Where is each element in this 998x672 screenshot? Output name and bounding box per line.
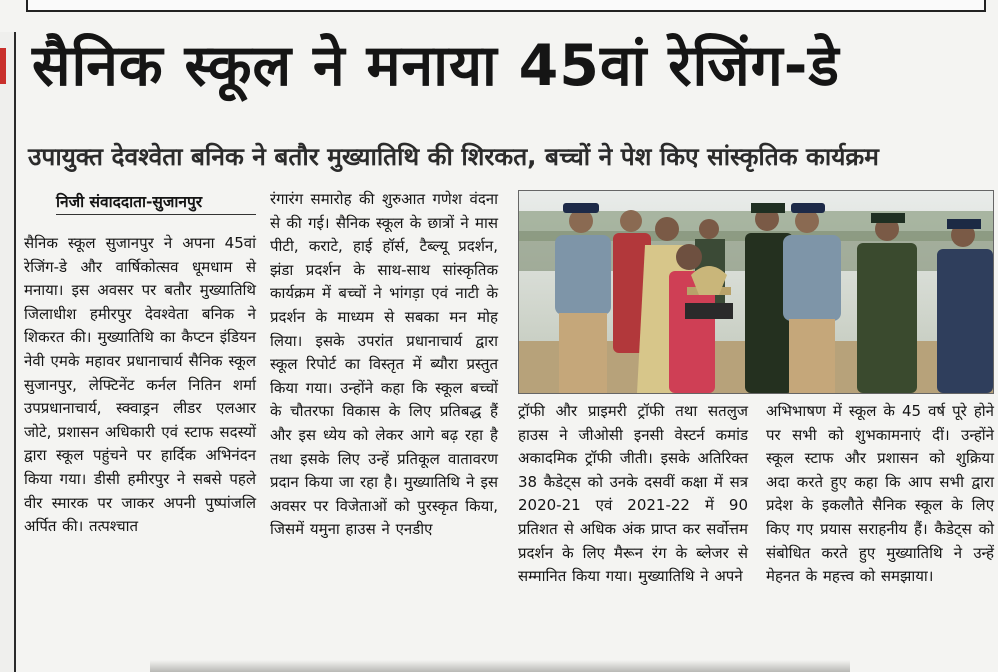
left-column-divider [0, 32, 16, 672]
article-column-4: अभिभाषण में स्कूल के 45 वर्ष पूरे होने पर सभी को शुभकामनाएं दीं। उन्होंने स्कूल स्टाफ और प्रशासन को शुक्रिया अदा करते हुए कहा कि आप सभी द्वारा प्रदेश के इकलौते सैनिक स्कूल के लिए किए गए प्रयास सराहनीय हैं। कैडेट्स को संबोधित करते हुए मुख्यातिथि ने उन्हें मेहनत के महत्त्व को समझाया। [766, 402, 994, 586]
news-photo [518, 190, 994, 394]
article-column-3: ट्रॉफी और प्राइमरी ट्रॉफी तथा सतलुज हाउस ने जीओसी इनसी वेस्टर्न कमांड अकादमिक ट्रॉफी जीती। इसके अतिरिक्त 38 कैडेट्स को उनके दसवीं कक्षा में सत्र 2020-21 एवं 2021-22 में 90 प्रतिशत से अधिक अंक प्राप्त कर सर्वोत्तम प्रदर्शन के लिए मैरून रंग के ब्लेजर से सम्मानित किया गया। मुख्यातिथि ने अपने [518, 402, 748, 586]
subheadline: उपायुक्त देवश्वेता बनिक ने बतौर मुख्यातिथि की शिरकत, बच्चों ने पेश किए सांस्कृतिक कार्यक्रम [28, 142, 879, 171]
next-article-edge [150, 660, 850, 672]
top-divider [26, 0, 986, 12]
byline: निजी संवाददाता-सुजानपुर [56, 190, 256, 215]
article-column-1: सैनिक स्कूल सुजानपुर ने अपना 45वां रेजिंग-डे और वार्षिकोत्सव धूमधाम से मनाया। इस अवसर पर बतौर मुख्यातिथि जिलाधीश हमीरपुर देवश्वेता बनिक ने शिकरत की। मुख्यातिथि का कैप्टन इंडियन नेवी एमके महावर प्रधानाचार्य सैनिक स्कूल सुजानपुर, लेफ्टिनेंट कर्नल नितिन शर्मा उपप्रधानाचार्य, स्क्वाड्रन लीडर एलआर जोटे, प्रशासन अधिकारी एवं स्टाफ सदस्यों द्वारा स्कूल पहुंचने पर हार्दिक अभिनंदन किया गया। डीसी हमीरपुर ने सबसे पहले वीर स्मारक पर जाकर अपनी पुष्पांजलि अर्पित की। तत्पश्चात [24, 234, 256, 536]
headline: सैनिक स्कूल ने मनाया 45वां रेजिंग-डे [32, 33, 840, 99]
photo-trophy-presentation [519, 191, 993, 393]
article-column-2: रंगारंग समारोह की शुरुआत गणेश वंदना से की गई। सैनिक स्कूल के छात्रों ने मास पीटी, कराटे, हाई हॉर्स, टैब्ल्यू प्रदर्शन, झंडा प्रदर्शन के साथ-साथ सांस्कृतिक कार्यक्रम में बच्चों ने भांगड़ा एवं नाटी के प्रदर्शन के माध्यम से सबका मन मोह लिया। इसके उपरांत प्रधानाचार्य द्वारा स्कूल रिपोर्ट का विस्तृत में ब्यौरा प्रस्तुत किया गया। उन्होंने कहा कि स्कूल बच्चों के चौतरफा विकास के लिए प्रतिबद्ध हैं और इस ध्येय को लेकर आगे बढ़ रहा है तथा इसके लिए उन्हें प्रतिकूल वातावरण प्रदान किया जा रहा है। मुख्यातिथि ने इस अवसर पर विजेताओं को पुरस्कृत किया, जिसमें यमुना हाउस ने एनडीए [270, 190, 498, 539]
margin-color-mark [0, 48, 6, 84]
